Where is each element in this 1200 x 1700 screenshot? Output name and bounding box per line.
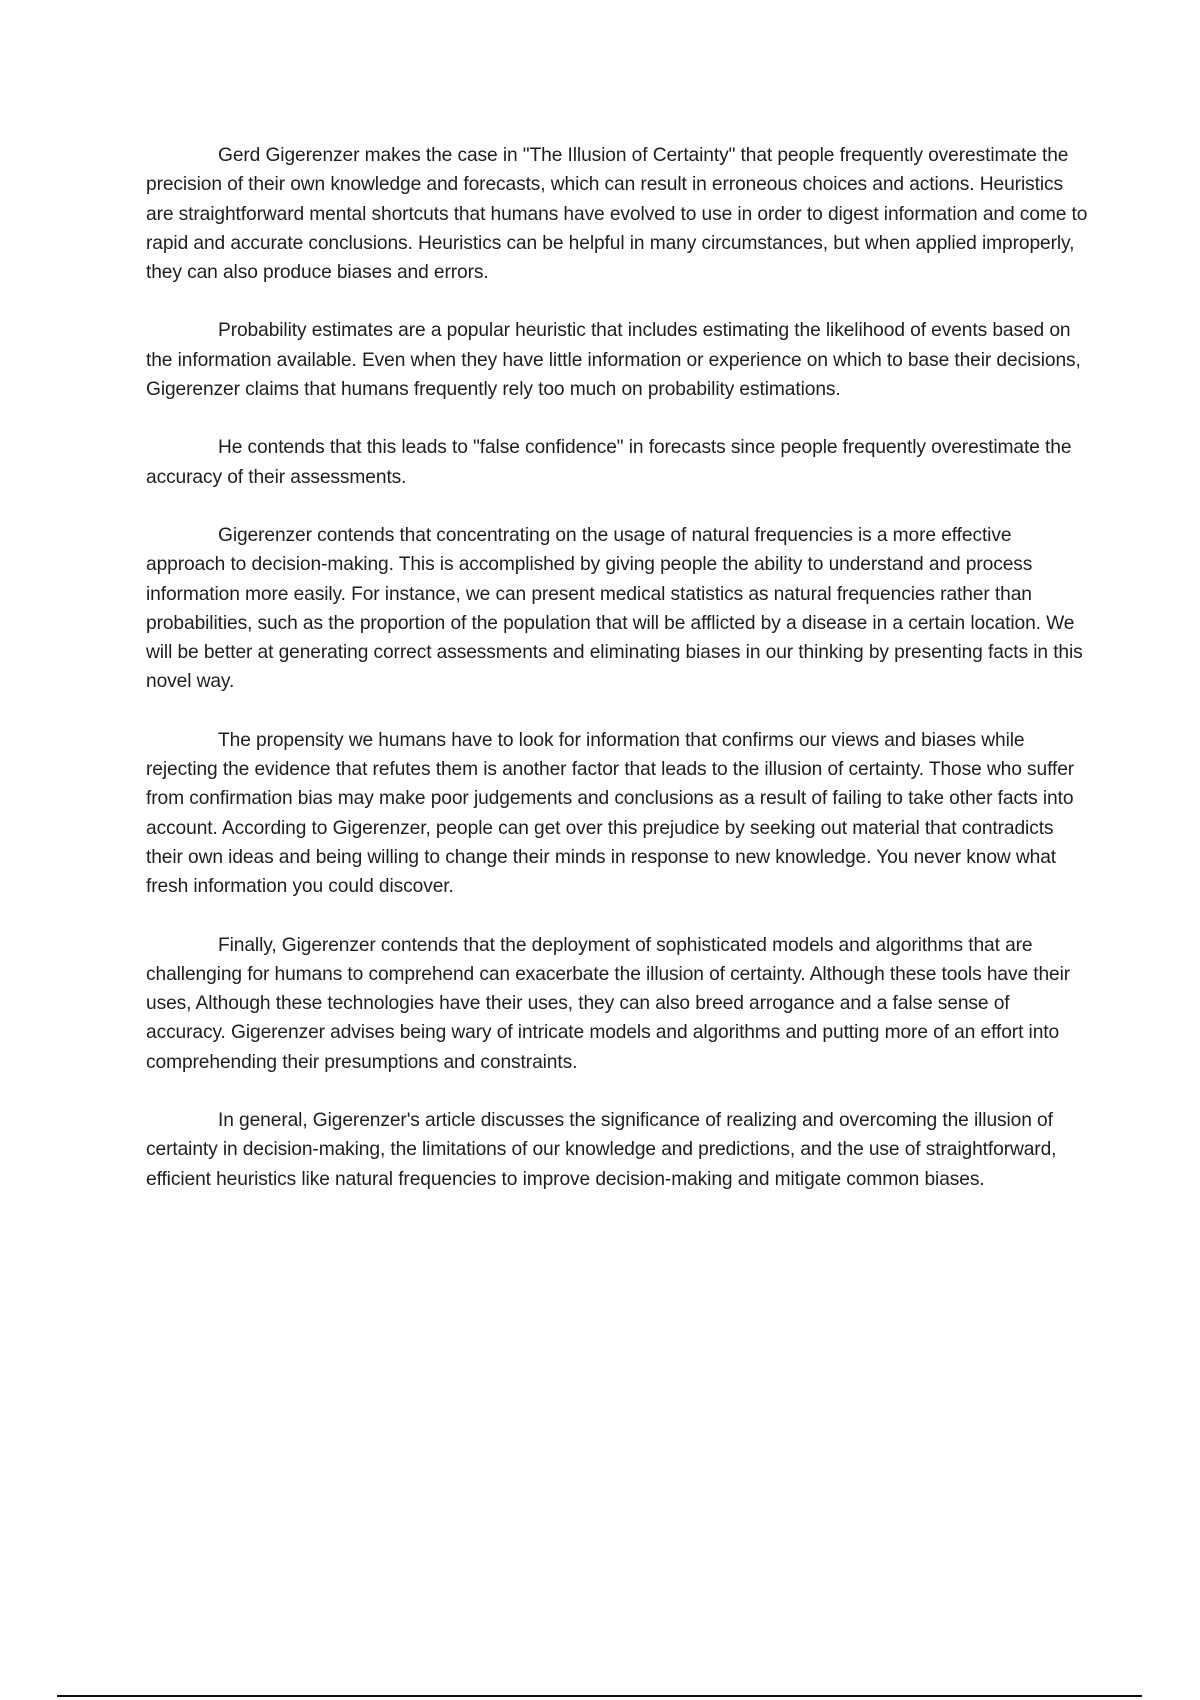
paragraph-2: Probability estimates are a popular heuristic that includes estimating the likelihood of events based on the information available. Even when they have little information or experience on which to base their decisions, Gigerenzer claims that humans frequently rely too much on probability estimations. [146, 320, 1081, 401]
paragraph-5: The propensity we humans have to look for information that confirms our views and biases while rejecting the evidence that refutes them is another factor that leads to the illusion of certainty. Those who suffer from confirmation bias may make poor judgements and conclusions as a result of failing to take other facts into account. According to Gigerenzer, people can get over this prejudice by seeking out material that contradicts their own ideas and being willing to change their minds in response to new knowledge. You never know what fresh information you could discover. [146, 729, 1075, 898]
paragraph-3: He contends that this leads to "false confidence" in forecasts since people frequently overestimate the accuracy of their assessments. [146, 437, 1072, 488]
paragraph-6: Finally, Gigerenzer contends that the deployment of sophisticated models and algorithms that are challenging for humans to comprehend can exacerbate the illusion of certainty. Although these tools have their uses, Although these technologies have their uses, they can also breed arrogance and a false sense of accuracy. Gigerenzer advises being wary of intricate models and algorithms and putting more of an effort into comprehending their presumptions and constraints. [146, 934, 1071, 1073]
footer-rule [57, 1695, 1142, 1697]
paragraph-7: In general, Gigerenzer's article discusses the significance of realizing and overcoming the illusion of certainty in decision-making, the limitations of our knowledge and predictions, and the use of straightforward, efficient heuristics like natural frequencies to improve decision-making and mitigate common biases. [146, 1110, 1057, 1190]
paragraph-4: Gigerenzer contends that concentrating on the usage of natural frequencies is a more effective approach to decision-making. This is accomplished by giving people the ability to understand and process information more easily. For instance, we can present medical statistics as natural frequencies rather than probabilities, such as the proportion of the population that will be afflicted by a disease in a certain location. We will be better at generating correct assessments and eliminating biases in our thinking by presenting facts in this novel way. [146, 524, 1083, 693]
paragraph-1: Gerd Gigerenzer makes the case in "The Illusion of Certainty" that people frequently overestimate the precision of their own knowledge and forecasts, which can result in erroneous choices and actions. Heuristics are straightforward mental shortcuts that humans have evolved to use in order to digest information and come to rapid and accurate conclusions. Heuristics can be helpful in many circumstances, but when applied improperly, they can also produce biases and errors. [146, 145, 1088, 284]
document-body [146, 141, 1092, 1223]
